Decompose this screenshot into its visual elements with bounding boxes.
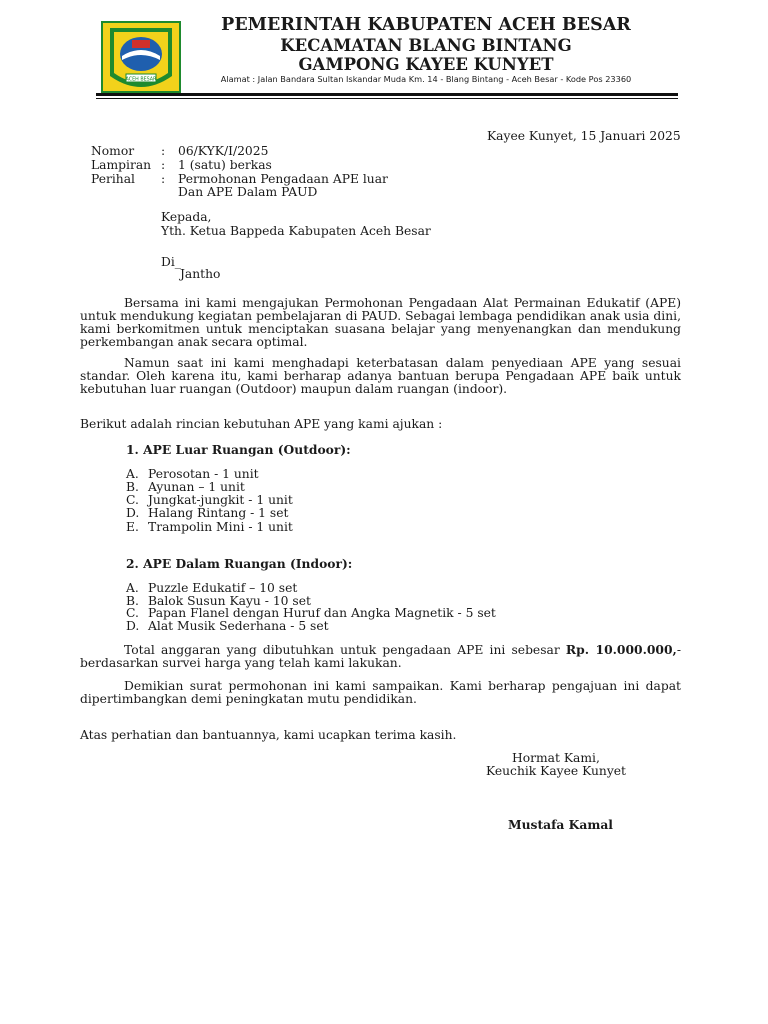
meta-sep: : xyxy=(161,172,166,186)
paragraph-line xyxy=(80,643,681,657)
section-outdoor-title: 1. APE Luar Ruangan (Outdoor): xyxy=(126,442,351,457)
list-item: Jungkat-jungkit - 1 unit xyxy=(148,493,293,507)
place-date: Kayee Kunyet, 15 Januari 2025 xyxy=(487,129,681,143)
regency-logo xyxy=(100,16,182,98)
recipient-city: Jantho xyxy=(180,267,221,281)
list-item: Perosotan - 1 unit xyxy=(148,467,259,481)
recipient-kepada: Kepada, xyxy=(161,210,212,224)
section-indoor-title: 2. APE Dalam Ruangan (Indoor): xyxy=(126,556,353,571)
paragraph-line: Namun saat ini kami menghadapi keterbatasan dalam penyediaan APE yang sesuai xyxy=(124,356,681,370)
paragraph-line: untuk mendukung kegiatan pembelajaran di PAUD. Sebagai lembaga pendidikan anak usia dini, xyxy=(80,309,681,323)
thanks-line: Atas perhatian dan bantuannya, kami ucapkan terima kasih. xyxy=(80,728,457,742)
paragraph-line: dipertimbangkan demi peningkatan mutu pendidikan. xyxy=(80,692,417,706)
list-item: Trampolin Mini - 1 unit xyxy=(148,520,293,534)
meta-value-nomor: 06/KYK/I/2025 xyxy=(178,144,269,158)
meta-sep: : xyxy=(161,144,166,158)
budget-paragraph xyxy=(80,643,681,670)
signature-greeting: Hormat Kami, xyxy=(512,751,600,765)
list-item-letter: B. xyxy=(126,594,139,608)
paragraph-line: Bersama ini kami mengajukan Permohonan Pengadaan Alat Permainan Edukatif (APE) xyxy=(124,296,681,310)
body-paragraph-2 xyxy=(80,357,681,396)
list-item-letter: B. xyxy=(126,480,139,494)
budget-text: Total anggaran yang dibutuhkan untuk pengadaan APE ini sebesar xyxy=(124,643,560,657)
list-item: Alat Musik Sederhana - 5 set xyxy=(148,619,329,633)
meta-value-lampiran: 1 (satu) berkas xyxy=(178,158,272,172)
paragraph-line: Demikian surat permohonan ini kami sampaikan. Kami berharap pengajuan ini dapat xyxy=(124,679,681,693)
meta-label-perihal: Perihal xyxy=(91,172,135,186)
budget-dash: - xyxy=(676,643,681,657)
meta-sep: : xyxy=(161,158,166,172)
letterhead-district: KECAMATAN BLANG BINTANG xyxy=(280,36,572,55)
budget-amount: Rp. 10.000.000, xyxy=(565,642,677,657)
recipient-to: Yth. Ketua Bappeda Kabupaten Aceh Besar xyxy=(161,224,431,238)
list-item: Halang Rintang - 1 set xyxy=(148,506,289,520)
letterhead-rule-thin xyxy=(96,98,678,99)
paragraph-line: perkembangan anak secara optimal. xyxy=(80,335,308,349)
list-item: Puzzle Edukatif – 10 set xyxy=(148,581,298,595)
letterhead-rule-thick xyxy=(96,93,678,96)
list-item-letter: D. xyxy=(126,506,140,520)
recipient-di: Di_ xyxy=(161,255,181,269)
letterhead-village: GAMPONG KAYEE KUNYET xyxy=(298,55,554,74)
signature-name: Mustafa Kamal xyxy=(508,817,613,832)
list-item-letter: A. xyxy=(126,467,139,481)
list-item-letter: D. xyxy=(126,619,140,633)
letterhead-government: PEMERINTAH KABUPATEN ACEH BESAR xyxy=(221,15,631,35)
paragraph-line: berdasarkan survei harga yang telah kami lakukan. xyxy=(80,656,402,670)
letterhead-address: Alamat : Jalan Bandara Sultan Iskandar Muda Km. 14 - Blang Bintang - Aceh Besar - Kode Pos 23360 xyxy=(220,74,632,84)
meta-label-nomor: Nomor xyxy=(91,144,135,158)
closing-paragraph xyxy=(80,680,681,706)
body-paragraph-1 xyxy=(80,297,681,349)
paragraph-line: kebutuhan luar ruangan (Outdoor) maupun dalam ruangan (indoor). xyxy=(80,382,508,396)
list-item: Ayunan – 1 unit xyxy=(148,480,245,494)
meta-value-perihal-line2: Dan APE Dalam PAUD xyxy=(178,185,318,199)
list-item-letter: A. xyxy=(126,581,139,595)
signature-role: Keuchik Kayee Kunyet xyxy=(486,764,627,778)
paragraph-line: kami berkomitmen untuk menciptakan suasana belajar yang menyenangkan dan mendukung xyxy=(80,322,681,336)
list-intro: Berikut adalah rincian kebutuhan APE yang kami ajukan : xyxy=(80,417,443,431)
paragraph-line: standar. Oleh karena itu, kami berharap adanya bantuan berupa Pengadaan APE baik untuk xyxy=(80,369,681,383)
list-item: Papan Flanel dengan Huruf dan Angka Magnetik - 5 set xyxy=(148,606,496,620)
list-item: Balok Susun Kayu - 10 set xyxy=(148,594,311,608)
list-item-letter: C. xyxy=(126,606,139,620)
meta-label-lampiran: Lampiran xyxy=(91,158,152,172)
list-item-letter: E. xyxy=(126,520,139,534)
logo-caption: ACEH BESAR xyxy=(125,77,157,83)
meta-value-perihal: Permohonan Pengadaan APE luar xyxy=(178,172,388,186)
list-item-letter: C. xyxy=(126,493,139,507)
